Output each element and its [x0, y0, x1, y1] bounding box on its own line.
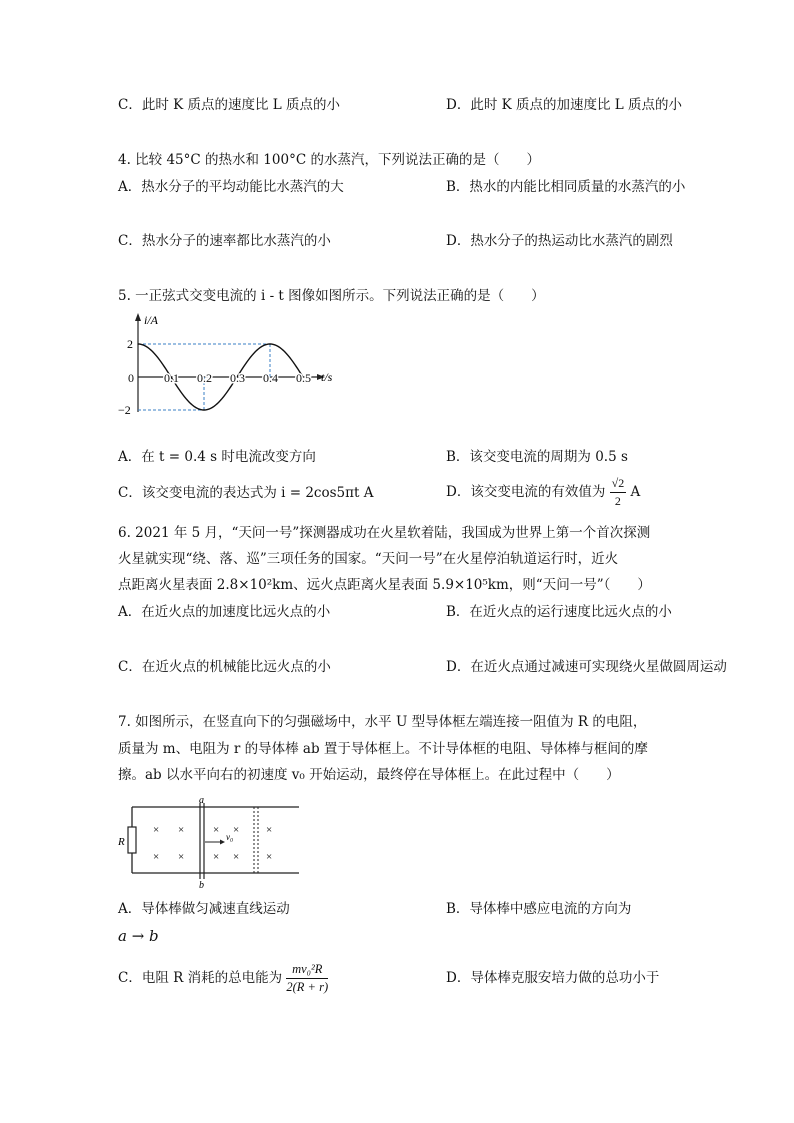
q4-stem: 4. 比较 45°C 的热水和 100°C 的水蒸汽，下列说法正确的是（ ） — [118, 152, 540, 168]
q7-option-b: B．导体棒中感应电流的方向为 — [446, 901, 632, 917]
y-axis-arrow — [135, 313, 141, 321]
q3-option-c: C．此时 K 质点的速度比 L 质点的小 — [118, 97, 341, 113]
x-tick-label: 0.1 — [164, 371, 179, 385]
y-tick-label: 2 — [127, 337, 133, 351]
q4-option-b: B．热水的内能比相同质量的水蒸汽的小 — [446, 179, 686, 195]
q7-option-c — [118, 958, 328, 998]
q4-option-c: C．热水分子的速率都比水蒸汽的小 — [118, 233, 331, 249]
field-cross: × — [213, 824, 220, 836]
q5-fraction-numerator: √2 — [610, 475, 627, 493]
q7-fraction-numerator: mv₀²R — [286, 961, 328, 979]
data-point — [203, 409, 204, 410]
q6-option-d: D．在近火点通过减速可实现绕火星做圆周运动 — [446, 659, 727, 675]
q7-fraction-denominator: 2(R + r) — [286, 980, 329, 994]
rod-label-a: a — [199, 795, 204, 806]
x-tick-label: 0.5 — [296, 371, 311, 385]
y-tick-label: −2 — [118, 403, 131, 415]
data-point — [220, 400, 221, 401]
q5-option-d-text: D．该交变电流的有效值为 — [446, 484, 606, 500]
q6-stem-line2: 火星就实现“绕、落、巡”三项任务的国家。“天问一号”在火星停泊轨道运行时，近火 — [118, 551, 619, 567]
x-tick-label: 0.2 — [197, 371, 212, 385]
resistor-label: R — [118, 836, 125, 848]
q5-option-d-unit: A — [630, 484, 641, 500]
x-tick-label: 0.4 — [263, 371, 278, 385]
q5-option-b: B．该交变电流的周期为 0.5 s — [446, 449, 628, 465]
field-cross: × — [266, 824, 273, 836]
q7-option-c-fraction — [286, 961, 328, 996]
q6-option-a: A．在近火点的加速度比远火点的小 — [118, 604, 331, 620]
resistor-symbol — [128, 827, 136, 853]
data-point — [253, 353, 254, 354]
q7-stem-line3: 擦。ab 以水平向右的初速度 v₀ 开始运动，最终停在导体框上。在此过程中（ ） — [118, 767, 620, 783]
field-cross: × — [266, 851, 273, 863]
q3-option-d: D．此时 K 质点的加速度比 L 质点的小 — [446, 97, 683, 113]
q7-stem-line1: 7. 如图所示，在竖直向下的匀强磁场中，水平 U 型导体框左端连接一阻值为 R 的电阻， — [118, 714, 647, 730]
q7-option-c-text: C．电阻 R 消耗的总电能为 — [118, 970, 283, 986]
q7-option-a: A．导体棒做匀减速直线运动 — [118, 901, 290, 917]
q6-option-b: B．在近火点的运行速度比远火点的小 — [446, 604, 672, 620]
data-point — [187, 400, 188, 401]
data-point — [286, 353, 287, 354]
field-cross: × — [233, 851, 240, 863]
y-axis-label: i/A — [144, 313, 158, 327]
data-point — [137, 343, 138, 344]
q6-stem-line3: 点距离火星表面 2.8×10²km、远火点距离火星表面 5.9×10⁵km，则“天问一号”（ ） — [118, 577, 651, 593]
velocity-label: v₀ — [226, 832, 234, 842]
q5-option-a: A．在 t = 0.4 s 时电流改变方向 — [118, 449, 316, 465]
data-point — [269, 343, 270, 344]
field-cross: × — [178, 851, 185, 863]
x-tick-label: 0 — [128, 371, 134, 385]
q5-stem: 5. 一正弦式交变电流的 i - t 图像如图所示。下列说法正确的是（ ） — [118, 288, 545, 304]
field-cross: × — [233, 824, 240, 836]
x-axis-label: t/s — [321, 370, 333, 384]
x-tick-label: 0.3 — [230, 371, 245, 385]
q5-option-d-fraction — [610, 475, 627, 510]
q4-option-d: D．热水分子的热运动比水蒸汽的剧烈 — [446, 233, 673, 249]
q5-option-d — [446, 474, 640, 510]
field-cross: × — [153, 824, 160, 836]
data-point — [154, 353, 155, 354]
q6-option-c: C．在近火点的机械能比远火点的小 — [118, 659, 331, 675]
q7-option-d: D．导体棒克服安培力做的总功小于 — [446, 970, 660, 986]
field-cross: × — [213, 851, 220, 863]
field-cross: × — [178, 824, 185, 836]
rod-label-b: b — [199, 880, 204, 890]
field-cross: × — [153, 851, 160, 863]
q5-fraction-denominator: 2 — [614, 494, 621, 508]
q4-option-a: A．热水分子的平均动能比水蒸汽的大 — [118, 179, 344, 195]
q7-stem-line2: 质量为 m、电阻为 r 的导体棒 ab 置于导体框上。不计导体框的电阻、导体棒与框间的摩 — [118, 741, 648, 757]
q5-chart-plot — [118, 313, 333, 415]
q6-stem-line1: 6. 2021 年 5 月，“天问一号”探测器成功在火星软着陆，我国成为世界上第一个首次探测 — [118, 525, 651, 541]
q7-circuit-diagram — [116, 795, 306, 890]
q5-option-c: C．该交变电流的表达式为 i = 2cos5πt A — [118, 485, 374, 501]
q7-option-b-cont: a → b — [118, 927, 159, 945]
q5-it-graph — [118, 310, 348, 415]
